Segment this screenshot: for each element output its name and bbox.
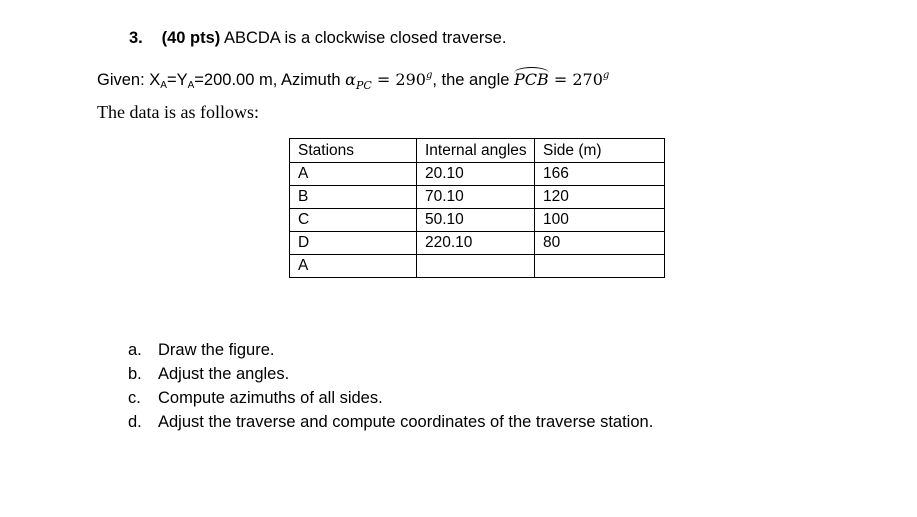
task-text: Adjust the traverse and compute coordinates of the traverse station. [158, 413, 654, 431]
question-number: 3. [129, 29, 143, 47]
data-intro: The data is as follows: [97, 102, 259, 122]
header-stations: Stations [290, 139, 417, 163]
table-row [290, 255, 665, 278]
task-text: Compute azimuths of all sides. [158, 389, 383, 407]
angle-grad-unit: g [602, 70, 610, 81]
station-cell: D [290, 232, 417, 255]
task-text: Adjust the angles. [158, 365, 290, 383]
azimuth-value: 290 [395, 70, 426, 89]
station-cell: B [290, 186, 417, 209]
side-cell: 80 [535, 232, 665, 255]
side-cell: 100 [535, 209, 665, 232]
side-cell: 166 [535, 163, 665, 186]
angle-expression [514, 70, 609, 89]
azimuth-grad-unit: g [425, 70, 433, 81]
table-row [290, 209, 665, 232]
task-marker: a. [128, 341, 142, 359]
angle-equals: = [548, 70, 573, 89]
side-cell [535, 255, 665, 278]
question-points: (40 pts) [161, 29, 221, 47]
angle-cell: 20.10 [417, 163, 535, 186]
given-coordinate-value: =200.00 m, Azimuth [194, 71, 346, 89]
alpha-subscript: PC [355, 79, 372, 92]
question-heading [129, 28, 506, 48]
list-item [128, 363, 653, 387]
header-internal-angles: Internal angles [417, 139, 535, 163]
table-row [290, 163, 665, 186]
station-cell: A [290, 163, 417, 186]
alpha-symbol: α [345, 70, 356, 89]
list-item [128, 339, 653, 363]
task-list [128, 339, 653, 435]
station-cell: C [290, 209, 417, 232]
task-marker: c. [128, 389, 141, 407]
list-item [128, 411, 653, 435]
x-subscript: A [160, 80, 167, 91]
question-statement: ABCDA is a clockwise closed traverse. [223, 29, 507, 47]
table-row [290, 186, 665, 209]
station-cell: A [290, 255, 417, 278]
task-marker: b. [128, 365, 142, 383]
angle-text: , the angle [432, 71, 514, 89]
side-cell: 120 [535, 186, 665, 209]
angle-value: 270 [572, 70, 603, 89]
header-side: Side (m) [535, 139, 665, 163]
angle-cell: 50.10 [417, 209, 535, 232]
angle-cell [417, 255, 535, 278]
task-text: Draw the figure. [158, 341, 275, 359]
angle-cell: 220.10 [417, 232, 535, 255]
given-line [97, 66, 609, 96]
table-row [290, 232, 665, 255]
y-subscript: A [187, 80, 195, 91]
azimuth-equals: = [371, 70, 396, 89]
given-eq: =Y [166, 71, 188, 89]
given-prefix: Given: X [97, 71, 161, 89]
angle-cell: 70.10 [417, 186, 535, 209]
list-item [128, 387, 653, 411]
angle-name: PCB [514, 70, 549, 89]
azimuth-expression [345, 70, 433, 92]
traverse-data-table [289, 138, 665, 278]
task-marker: d. [128, 413, 142, 431]
table-header-row [290, 139, 665, 163]
